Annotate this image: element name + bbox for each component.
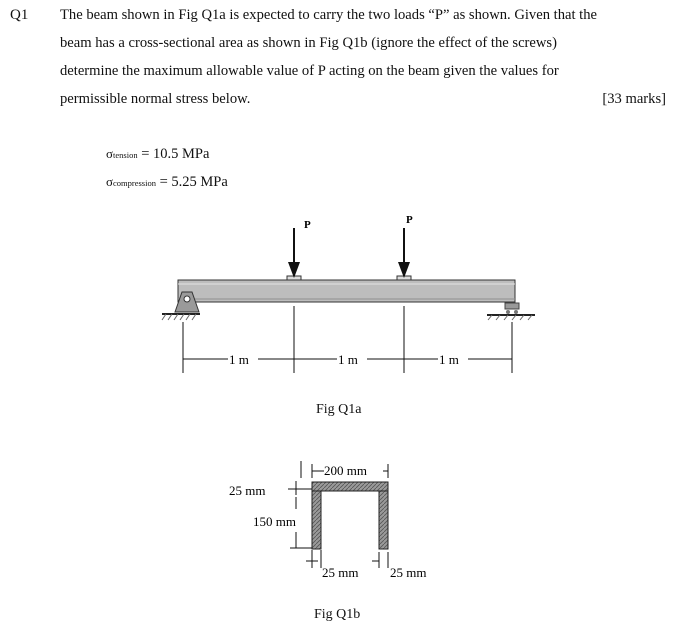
web-label-2: 25 mm (390, 565, 427, 580)
fig-q1a-caption: Fig Q1a (316, 402, 362, 417)
fig-q1b-caption: Fig Q1b (314, 607, 361, 622)
span-label-2: 1 m (338, 352, 358, 367)
flange-label: 25 mm (229, 483, 266, 498)
right-web (379, 491, 388, 549)
width-label: 200 mm (324, 463, 367, 478)
sigma-symbol: σ (106, 146, 114, 161)
question-line-3: determine the maximum allowable value of P acting on the beam given the values for (60, 63, 559, 79)
question-line-4: permissible normal stress below. (60, 91, 251, 107)
sigma-symbol: σ (106, 174, 114, 189)
question-number: Q1 (10, 7, 29, 23)
compression-subscript: compression (113, 178, 156, 188)
span-label-3: 1 m (439, 352, 459, 367)
tension-subscript: tension (113, 150, 138, 160)
marks-label: [33 marks] (602, 91, 666, 107)
tension-value: = 10.5 MPa (141, 146, 210, 162)
compression-value: = 5.25 MPa (159, 174, 228, 190)
left-web (312, 491, 321, 549)
height-label: 150 mm (253, 514, 296, 529)
load-label-1: P (304, 219, 311, 231)
load-label-2: P (406, 214, 413, 226)
web-label-1: 25 mm (322, 565, 359, 580)
span-label-1: 1 m (229, 352, 249, 367)
question-line-2: beam has a cross-sectional area as shown in Fig Q1b (ignore the effect of the screws) (60, 35, 557, 51)
top-flange (312, 482, 388, 491)
question-line-1: The beam shown in Fig Q1a is expected to carry the two loads “P” as shown. Given that the (60, 7, 598, 23)
